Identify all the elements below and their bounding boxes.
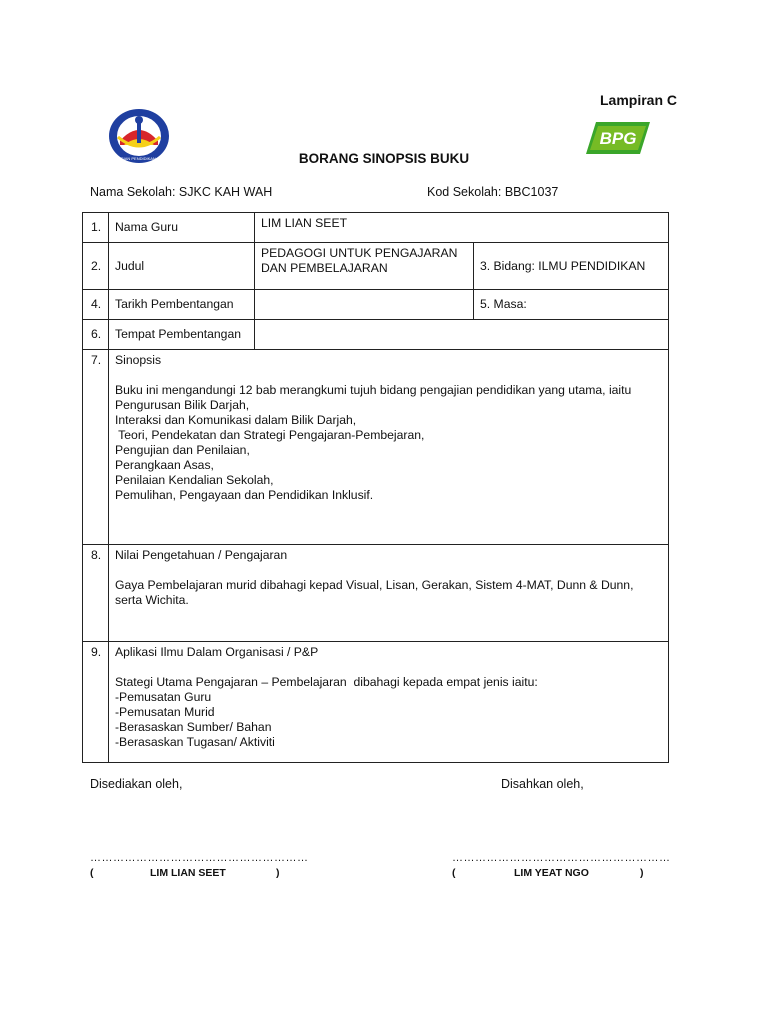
application-line: Stategi Utama Pengajaran – Pembelajaran dibahagi kepada empat jenis iaitu: [115,675,538,689]
synopsis-line: Pengujian dan Penilaian, [115,443,250,457]
presentation-place-value [255,320,669,350]
row-number: 9. [83,642,109,763]
approved-by-name: LIM YEAT NGO [514,867,589,879]
row-application [83,642,669,763]
row-number: 6. [83,320,109,350]
presentation-date-value [255,290,474,320]
synopsis-line: Pengurusan Bilik Darjah, [115,398,250,412]
synopsis-block [109,350,669,545]
book-title-line: PEDAGOGI UNTUK PENGAJARAN [261,246,458,260]
application-line: -Pemusatan Guru [115,690,212,704]
row-label: Tempat Pembentangan [109,320,255,350]
synopsis-line: Perangkaan Asas, [115,458,214,472]
row-title [83,243,669,290]
ministry-logo-text: KEMENTERIAN PENDIDIKAN MALAYSIA [101,156,177,161]
bpg-logo-text: BPG [599,129,637,148]
knowledge-line: Gaya Pembelajaran murid dibahagi kepad Visual, Lisan, Gerakan, Sistem 4-MAT, Dunn & Dunn, [115,578,634,592]
signature-paren-close: ) [276,867,280,879]
application-line: -Pemusatan Murid [115,705,215,719]
knowledge-block [109,545,669,642]
lampiran-label: Lampiran C [600,92,678,108]
synopsis-line: Pemulihan, Pengayaan dan Pendidikan Inklusif. [115,488,374,502]
row-label: Nama Guru [109,213,255,243]
field-area: 3. Bidang: ILMU PENDIDIKAN [474,243,669,290]
signature-paren-close: ) [640,867,644,879]
school-name: Nama Sekolah: SJKC KAH WAH [90,185,273,199]
row-number: 1. [83,213,109,243]
signature-paren-open: ( [90,867,94,879]
prepared-by-caption: Disediakan oleh, [90,777,183,791]
row-presentation-date [83,290,669,320]
prepared-by-name: LIM LIAN SEET [150,867,226,879]
book-title-line: DAN PEMBELAJARAN [261,261,388,275]
row-presentation-place [83,320,669,350]
signature-line-left: ………………………………………………… [90,852,309,864]
knowledge-line: serta Wichita. [115,593,189,607]
row-label: Tarikh Pembentangan [109,290,255,320]
signature-paren-open: ( [452,867,456,879]
synopsis-line: Buku ini mengandungi 12 bab merangkumi tujuh bidang pengajian pendidikan yang utama, iaitu [115,383,632,397]
row-number: 4. [83,290,109,320]
synopsis-form-table [82,212,669,763]
row-label: Aplikasi Ilmu Dalam Organisasi / P&P [115,645,319,659]
application-line: -Berasaskan Sumber/ Bahan [115,720,272,734]
application-block [109,642,669,763]
synopsis-line: Interaksi dan Komunikasi dalam Bilik Darjah, [115,413,357,427]
row-synopsis [83,350,669,545]
synopsis-line: Penilaian Kendalian Sekolah, [115,473,274,487]
row-label: Judul [109,243,255,290]
row-number: 2. [83,243,109,290]
approved-by-caption: Disahkan oleh, [501,777,584,791]
application-line: -Berasaskan Tugasan/ Aktiviti [115,735,275,749]
row-label: Sinopsis [115,353,162,367]
teacher-name-value: LIM LIAN SEET [255,213,669,243]
row-number: 7. [83,350,109,545]
form-title: BORANG SINOPSIS BUKU [298,151,470,166]
row-number: 8. [83,545,109,642]
time-field: 5. Masa: [474,290,669,320]
synopsis-line: Teori, Pendekatan dan Strategi Pengajaran-Pembejaran, [115,428,425,442]
signature-line-right: ………………………………………………… [452,852,671,864]
book-title-value [255,243,474,290]
row-label: Nilai Pengetahuan / Pengajaran [115,548,288,562]
row-knowledge-value [83,545,669,642]
school-code: Kod Sekolah: BBC1037 [427,185,559,199]
row-teacher-name [83,213,669,243]
